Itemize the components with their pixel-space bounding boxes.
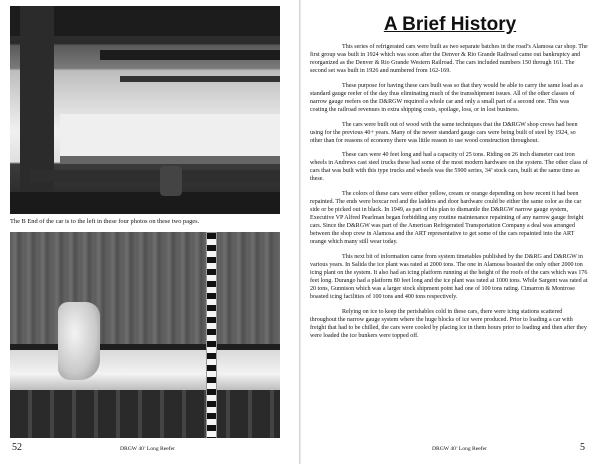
- measuring-rule: [206, 232, 217, 438]
- history-paragraph: This series of refrigerated cars were built as two separate batches in the road’s Alamosa car shop. The first group was built in 1924 which was soon after the Denver & Rio Grande Railroad came out bankruptcy and reorganized as the Denver & Rio Grande Western Railroad. The cars included numbers 150 through 161. The second set was built in 1926 and numbered from 162-169.: [310, 44, 588, 74]
- left-page-footer: DRGW 40’ Long Reefer: [120, 446, 175, 452]
- page-title: A Brief History: [383, 14, 517, 35]
- history-text: [310, 44, 588, 348]
- history-paragraph: This next bit of information came from system timetables published by the D&RG and D&RGW in various years. In Salida the ice plant was rated at 2000 tons. The one in Alamosa boasted the only other 2000 ton icing plant on the system. It also had an icing platform running at the height of the roofs of the cars which was 176 feet long. Durango had a platform 80 feet long and the ice plant was rated at 1000 tons. While Sargent was rated at 20 tons, Gunnison which was a larger stock shipment point had one of 100 tons rating. Cimarron & Montrose boasted icing facilities of 100 tons and 400 tons respectively.: [310, 253, 588, 300]
- photo-caption: The B End of the car is to the left in these four photos on these two pages.: [10, 218, 200, 225]
- history-paragraph: The cars were built out of wood with the same techniques that the D&RGW shop crews had been using for the previous 40+ years. Many of the newer standard gauge cars were being built of steel by 1924, so other than for reasons of economy there was little reason to use wood construction throughout.: [310, 121, 578, 144]
- history-paragraph: These cars were 40 feet long and had a capacity of 25 tons. Riding on 26 inch diameter cast iron wheels in Andrews cast steel trucks these had some of the most modern hardware on the system. The other class of cars that was built with this type trucks and wheels was the 5900 series, 34’ stock cars, built at the same time as these.: [310, 152, 588, 183]
- history-paragraph: Relying on ice to keep the perishables cold in these cars, there were icing stations scattered throughout the narrow gauge system where the huge blocks of ice were produced. Prior to loading a car with freight that had to be chilled, the cars were cooled by placing ice in them hours prior to loading and then after they were loaded the ice bunkers were topped off.: [310, 308, 587, 339]
- history-paragraph: These purpose for having these cars built was so that they would be able to carry the same load as a standard gauge reefer of the day thus eliminating much of the transshipment issues. All of the other classes of narrow gauge reefers on the D&RGW required a whole car and only a small part of a second one. This was costing the railroad revenues in extra shipping costs, spoilage, loss, or in lost business.: [310, 82, 583, 113]
- photo-underframe-top: [10, 6, 280, 214]
- right-page-footer: DRGW 40’ Long Reefer: [432, 446, 487, 452]
- left-page-number: 52: [12, 442, 22, 453]
- right-page-number: 5: [580, 442, 585, 453]
- history-paragraph: The colors of these cars were either yellow, cream or orange depending on how recent it had been repainted. The ends were boxcar red and the ladders and door hardware could be either the same color as the car side or be picked out in black. In 1949, as part of his plan to dismantle the D&RGW narrow gauge system, Executive VP Alfred Pearlman began forbidding any routine maintenance repainting of any narrow gauge freight cars. Since the D&RGW was part of the American Refrigerated Transportation Company a deal was arranged between the shop crew in Alamosa and the ART representative to get some of the cars repainted into the ART orange which many still wear today.: [310, 191, 584, 246]
- photo-car-side-bottom: [10, 232, 280, 438]
- ice-formation: [58, 302, 100, 380]
- page-gutter: [299, 0, 301, 464]
